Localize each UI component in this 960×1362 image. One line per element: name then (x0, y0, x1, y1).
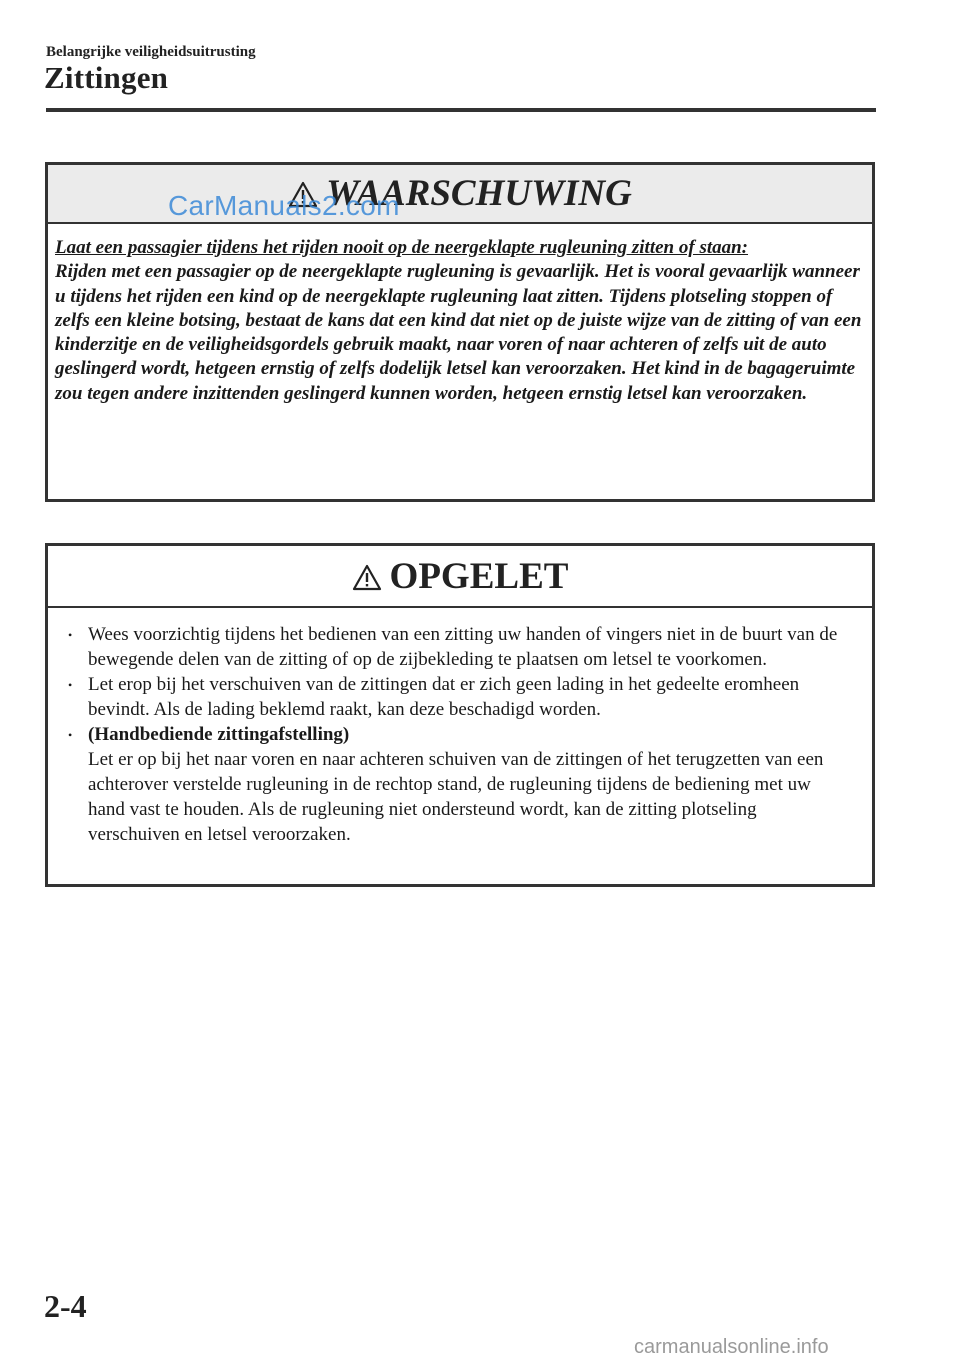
warning-body (48, 224, 872, 406)
bullet-icon: • (68, 728, 73, 742)
list-item (68, 622, 852, 672)
bullet-icon: • (68, 628, 73, 642)
page-title: Zittingen (44, 60, 169, 95)
title-divider (46, 108, 876, 112)
bullet-icon: • (68, 678, 73, 692)
watermark: CarManuals2.com (168, 190, 400, 221)
warning-text: Rijden met een passagier op de neergeklapte rugleuning is gevaarlijk. Het is vooral gevaarlijk wanneer u tijdens het rijden een kind op de neergeklapte rugleuning laat zitten. Tijdens plotseling stoppen of zelfs een kleine botsing, bestaat de kans dat een kind dat niet op de juiste wijze van de zitting of van een kinderzitje en de veiligheidsgordels gebruik maakt, naar voren of naar achteren of zelfs uit de auto geslingerd wordt, hetgeen ernstig of zelfs dodelijk letsel kan veroorzaken. Het kind in de bagageruimte zou tegen andere inzittenden geslingerd kunnen worden, hetgeen ernstig letsel kan veroorzaken. (55, 261, 862, 404)
caution-header (48, 546, 872, 608)
page-number: 2-4 (44, 1288, 87, 1324)
list-item-text: Let erop bij het verschuiven van de zittingen dat er zich geen lading in het gedeelte eromheen bevindt. Als de lading beklemd raakt, kan deze beschadigd worden. (88, 674, 800, 720)
footer-watermark: carmanualsonline.info (634, 1336, 829, 1358)
list-item-title: (Handbediende zittingafstelling) (88, 724, 350, 745)
warning-header (48, 165, 872, 224)
caution-list (48, 608, 872, 847)
warning-triangle-icon (352, 564, 382, 591)
list-item-text: Wees voorzichtig tijdens het bedienen van een zitting uw handen of vingers niet in de buurt van de bewegende delen van de zitting of op de zijbekleding te plaatsen om letsel te voorkomen. (88, 624, 838, 670)
warning-heading: WAARSCHUWING (326, 173, 632, 214)
warning-lead: Laat een passagier tijdens het rijden nooit op de neergeklapte rugleuning zitten of staan: (55, 237, 749, 258)
list-item-text: Let er op bij het naar voren en naar achteren schuiven van de zittingen of het terugzetten van een achterover verstelde rugleuning in de rechtop stand, de rugleuning tijdens de bediening met uw hand vast te houden. Als de rugleuning niet ondersteund wordt, kan de zitting plotseling verschuiven en letsel veroorzaken. (88, 749, 824, 845)
section-label: Belangrijke veiligheidsuitrusting (46, 44, 256, 60)
warning-box (45, 162, 875, 502)
list-item (68, 722, 852, 847)
caution-box (45, 543, 875, 887)
caution-heading: OPGELET (389, 555, 569, 597)
list-item (68, 672, 852, 722)
